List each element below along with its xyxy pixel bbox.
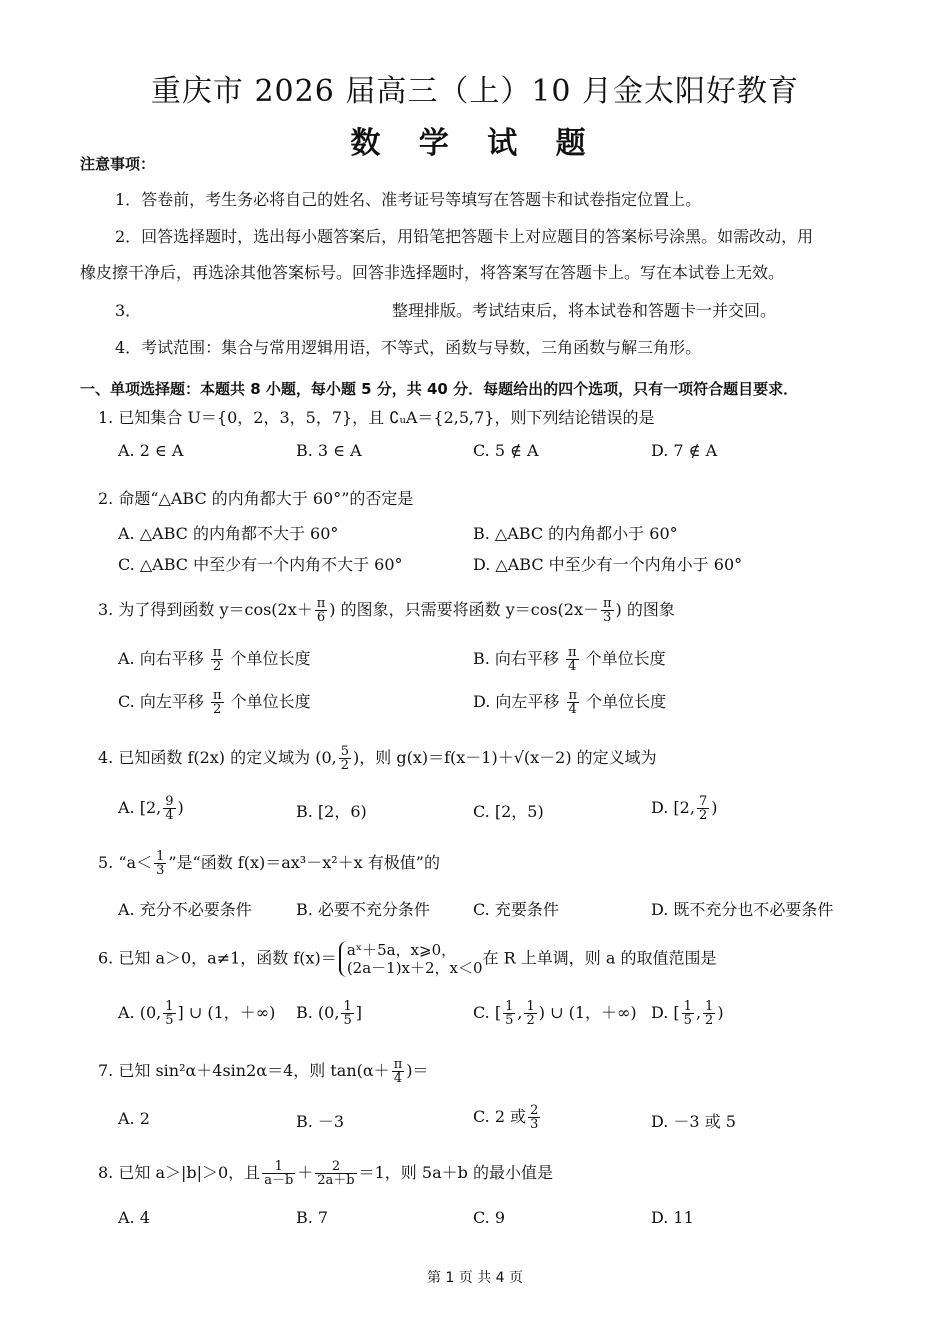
question-8-stem: 8. 已知 a＞|b|＞0，且 $\frac{1}{a-b}$ ＋ $\frac{2}{2a+b}$ ＝1，则 5a＋b 的最小值是 [98,1159,553,1188]
q6-piecewise: aˣ＋5a，x⩾0， (2a－1)x＋2，x＜0 [339,941,483,977]
exam-subtitle: 数 学 试 题 [350,126,600,161]
q8-option-d: D. 11 [651,1208,694,1227]
q6-option-c: C. [ $\frac{1}{5}$ , $\frac{1}{2}$ ) ∪ (1，＋∞) [473,999,637,1028]
q2-option-c: C. △ABC 中至少有一个内角不大于 60° [118,555,403,574]
q6-b-fraction: $\frac{1}{5}$ [343,999,352,1028]
q6-c-fraction-1: $\frac{1}{5}$ [505,999,514,1028]
q8-option-b: B. 7 [296,1208,329,1227]
notice-item-4: 4．考试范围：集合与常用逻辑用语，不等式，函数与导数，三角函数与解三角形。 [115,338,702,357]
page-footer: 第 1 页 共 4 页 [426,1270,524,1286]
notice-item-2-line-1: 2．回答选择题时，选出每小题答案后，用铅笔把答题卡上对应题目的答案标号涂黑。如需改动，用 [115,227,814,246]
question-5-stem: 5. “a＜ $\frac{1}{3}$ ”是“函数 f(x)＝ax³－x²＋x 有极值”的 [98,849,440,878]
q3-option-d: D. 向左平移 $\frac{\pi}{4}$ 个单位长度 [473,688,667,717]
q5-fraction-1-3: $\frac{1}{3}$ [156,849,165,878]
q1-option-a: A. 2 ∈ A [118,441,184,460]
q3-stem-part-2: ) 的图象，只需要将函数 y＝cos(2x－ [329,600,599,619]
notice-item-3-number: 3． [115,301,142,320]
q6-d-fraction-1: $\frac{1}{5}$ [683,999,692,1028]
q2-option-b: B. △ABC 的内角都小于 60° [473,524,678,543]
q4-option-a: A. [2, $\frac{9}{4}$ ) [118,794,184,823]
q7-option-d: D. －3 或 5 [651,1112,736,1131]
q2-option-d: D. △ABC 中至少有一个内角小于 60° [473,555,743,574]
q5-option-c: C. 充要条件 [473,900,559,919]
q8-fraction-1: $\frac{1}{a-b}$ [264,1159,294,1188]
question-2-stem: 2. 命题“△ABC 的内角都大于 60°”的否定是 [98,489,414,508]
q3-fraction-pi-6: $\frac{\pi}{6}$ [316,596,326,625]
q3-option-c: C. 向左平移 $\frac{\pi}{2}$ 个单位长度 [118,688,311,717]
q4-fraction-5-2: $\frac{5}{2}$ [340,744,350,773]
q6-option-a: A. (0, $\frac{1}{5}$ ] ∪ (1，＋∞) [118,999,276,1028]
notice-item-1: 1．答卷前，考生务必将自己的姓名、准考证号等填写在答题卡和试卷指定位置上。 [115,190,702,209]
q6-c-fraction-2: $\frac{1}{2}$ [526,999,535,1028]
q7-option-c: C. 2 或 $\frac{2}{3}$ [473,1103,539,1132]
question-1-stem: 1. 已知集合 U＝{0，2，3，5，7}，且 ∁ᵤA＝{2,5,7}，则下列结论错误的是 [98,408,655,427]
q6-option-d: D. [ $\frac{1}{5}$ , $\frac{1}{2}$ ) [651,999,724,1028]
q4-option-c: C. [2，5) [473,802,544,821]
q1-option-b: B. 3 ∈ A [296,441,362,460]
q3-d-fraction: $\frac{\pi}{4}$ [568,688,578,717]
q6-d-fraction-2: $\frac{1}{2}$ [705,999,714,1028]
q8-fraction-2: $\frac{2}{2a+b}$ [317,1159,355,1188]
q3-fraction-pi-3: $\frac{\pi}{3}$ [603,596,612,625]
question-4-stem: 4. 已知函数 f(2x) 的定义域为 (0, $\frac{5}{2}$ )，则 g(x)＝f(x－1)＋√(x－2) 的定义域为 [98,744,657,773]
q3-b-fraction: $\frac{\pi}{4}$ [568,645,577,674]
q5-option-b: B. 必要不充分条件 [296,900,430,919]
q5-option-d: D. 既不充分也不必要条件 [651,900,834,919]
q4-d-fraction: $\frac{7}{2}$ [698,794,708,823]
q7-fraction-pi-4: $\frac{\pi}{4}$ [393,1057,403,1086]
q5-option-a: A. 充分不必要条件 [118,900,252,919]
q7-option-b: B. －3 [296,1112,345,1131]
q8-option-a: A. 4 [118,1208,150,1227]
q3-stem-part-3: ) 的图象 [615,600,675,619]
question-6-stem: 6. 已知 a＞0，a≠1，函数 f(x)＝ aˣ＋5a，x⩾0， (2a－1)x＋2，x＜0 在 R 上单调，则 a 的取值范围是 [98,941,717,977]
q6-a-fraction: $\frac{1}{5}$ [165,999,174,1028]
q1-option-c: C. 5 ∉ A [473,441,539,460]
q4-a-fraction: $\frac{9}{4}$ [165,794,174,823]
q4-option-b: B. [2，6) [296,802,367,821]
section-1-heading: 一、单项选择题：本题共 8 小题，每小题 5 分，共 40 分．每题给出的四个选项，只有一项符合题目要求． [80,380,799,398]
q3-c-fraction: $\frac{\pi}{2}$ [212,688,222,717]
notice-item-2-line-2: 橡皮擦干净后，再选涂其他答案标号。回答非选择题时，将答案写在答题卡上。写在本试卷上无效。 [80,263,785,282]
notice-item-3-text: 整理排版。考试结束后，将本试卷和答题卡一并交回。 [392,301,777,320]
q4-option-d: D. [2, $\frac{7}{2}$ ) [651,794,718,823]
question-3-stem [98,597,675,624]
q8-option-c: C. 9 [473,1208,506,1227]
notice-heading: 注意事项： [80,155,156,173]
q3-a-fraction: $\frac{\pi}{2}$ [212,645,222,674]
q2-option-a: A. △ABC 的内角都不大于 60° [118,524,339,543]
exam-title: 重庆市 2026 届高三（上）10 月金太阳好教育 [150,74,800,109]
q3-option-b: B. 向右平移 $\frac{\pi}{4}$ 个单位长度 [473,645,666,674]
q7-option-a: A. 2 [118,1109,150,1128]
q6-option-b: B. (0, $\frac{1}{5}$ ] [296,999,362,1028]
q3-stem-part-1: 3. 为了得到函数 y＝cos(2x＋ [98,600,313,619]
q7-c-fraction: $\frac{2}{3}$ [530,1103,539,1132]
q1-option-d: D. 7 ∉ A [651,441,718,460]
q3-option-a: A. 向右平移 $\frac{\pi}{2}$ 个单位长度 [118,645,311,674]
question-7-stem: 7. 已知 sin²α＋4sin2α＝4，则 tan(α＋ $\frac{\pi}{4}$ )＝ [98,1057,429,1086]
